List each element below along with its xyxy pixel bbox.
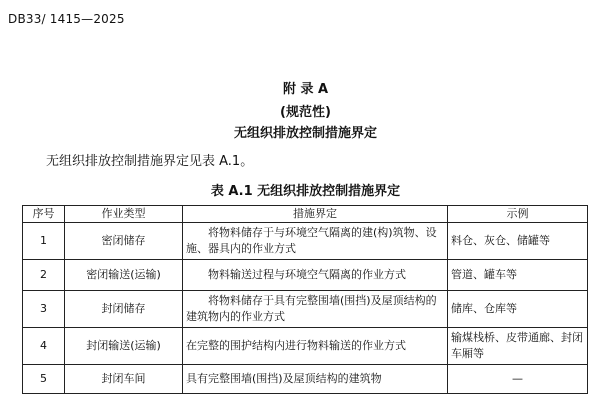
header-example: 示例 bbox=[448, 206, 588, 223]
row-num: 3 bbox=[23, 291, 65, 328]
table-caption: 表 A.1 无组织排放控制措施界定 bbox=[210, 184, 401, 199]
row-type: 密闭输送(运输) bbox=[65, 260, 183, 291]
table-row bbox=[23, 291, 588, 328]
row-type: 封闭车间 bbox=[65, 365, 183, 394]
row-type: 密闭储存 bbox=[65, 223, 183, 260]
row-definition: 将物料储存于与环境空气隔离的建(构)筑物、设施、器具内的作业方式 bbox=[183, 223, 448, 260]
appendix-title: 附 录 A bbox=[282, 82, 329, 97]
header-type: 作业类型 bbox=[65, 206, 183, 223]
header-definition: 措施界定 bbox=[183, 206, 448, 223]
table-row bbox=[23, 365, 588, 394]
table-row bbox=[23, 223, 588, 260]
row-type: 封闭输送(运输) bbox=[65, 328, 183, 365]
row-definition: 具有完整围墙(围挡)及屋顶结构的建筑物 bbox=[183, 365, 448, 394]
standard-code: DB33/ 1415—2025 bbox=[8, 12, 125, 26]
appendix-name: 无组织排放控制措施界定 bbox=[233, 126, 377, 141]
table-row bbox=[23, 260, 588, 291]
row-example: 管道、罐车等 bbox=[448, 260, 588, 291]
row-definition: 将物料储存于具有完整围墙(围挡)及屋顶结构的建筑物内的作业方式 bbox=[183, 291, 448, 328]
row-definition: 在完整的围护结构内进行物料输送的作业方式 bbox=[183, 328, 448, 365]
appendix-type: (规范性) bbox=[280, 105, 331, 120]
table-header-row bbox=[23, 206, 588, 223]
row-num: 2 bbox=[23, 260, 65, 291]
header-num: 序号 bbox=[23, 206, 65, 223]
row-num: 4 bbox=[23, 328, 65, 365]
control-measures-table bbox=[22, 205, 588, 394]
row-num: 5 bbox=[23, 365, 65, 394]
intro-paragraph: 无组织排放控制措施界定见表 A.1。 bbox=[46, 154, 254, 169]
row-type: 封闭储存 bbox=[65, 291, 183, 328]
row-example: 料仓、灰仓、储罐等 bbox=[448, 223, 588, 260]
row-definition: 物料输送过程与环境空气隔离的作业方式 bbox=[183, 260, 448, 291]
row-example: 储库、仓库等 bbox=[448, 291, 588, 328]
row-num: 1 bbox=[23, 223, 65, 260]
row-example: — bbox=[448, 365, 588, 394]
row-example: 输煤栈桥、皮带通廊、封闭车厢等 bbox=[448, 328, 588, 365]
table-row bbox=[23, 328, 588, 365]
